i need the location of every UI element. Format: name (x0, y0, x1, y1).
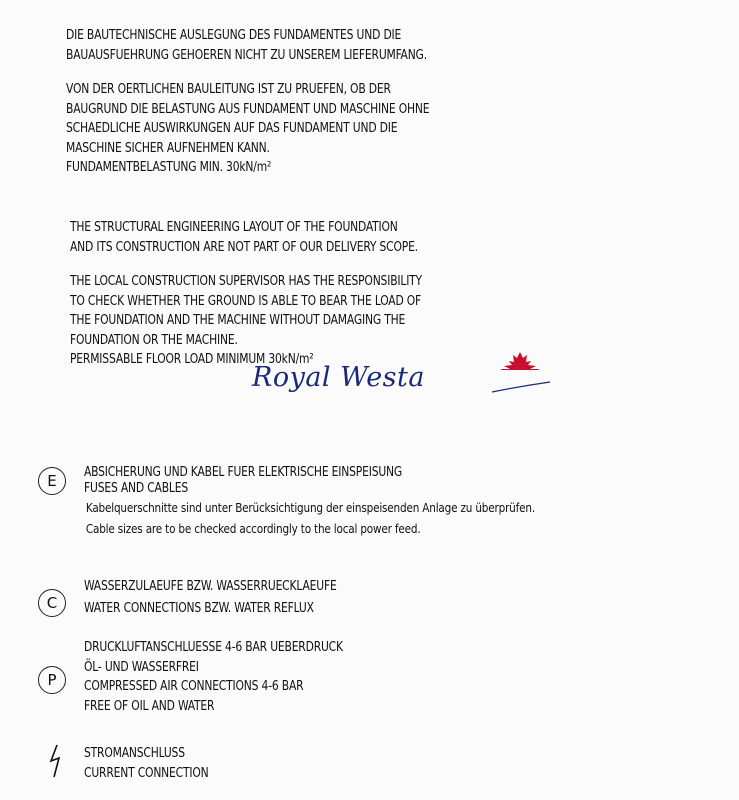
electric-symbol-icon: E (38, 467, 66, 495)
watermark-text: Royal Westa (252, 362, 425, 393)
notice-line: FOUNDATION OR THE MACHINE. (70, 332, 238, 348)
notice-line: FUNDAMENTBELASTUNG MIN. 30kN/m² (66, 160, 272, 175)
water-symbol-icon: C (38, 589, 66, 617)
legend-line: ABSICHERUNG UND KABEL FUER ELEKTRISCHE EINSPEISUNG (84, 465, 403, 480)
notice-line: DIE BAUTECHNISCHE AUSLEGUNG DES FUNDAMENTES UND DIE (66, 28, 402, 43)
notice-line: SCHAEDLICHE AUSWIRKUNGEN AUF DAS FUNDAMENT UND DIE (66, 121, 398, 136)
legend-line: COMPRESSED AIR CONNECTIONS 4-6 BAR (84, 679, 304, 694)
legend-note: Cable sizes are to be checked accordingly to the local power feed. (85, 521, 421, 536)
legend-line: WATER CONNECTIONS BZW. WATER REFLUX (84, 600, 314, 616)
notice-line: MASCHINE SICHER AUFNEHMEN KANN. (66, 140, 270, 156)
legend-line: WASSERZULAEUFE BZW. WASSERRUECKLAEUFE (84, 579, 337, 594)
notice-line: BAUAUSFUEHRUNG GEHOEREN NICHT ZU UNSEREM LIEFERUMFANG. (66, 47, 427, 63)
notice-line: VON DER OERTLICHEN BAULEITUNG IST ZU PRUEFEN, OB DER (66, 82, 391, 97)
notice-line: AND ITS CONSTRUCTION ARE NOT PART OF OUR DELIVERY SCOPE. (70, 239, 418, 255)
watermark-logo (252, 348, 552, 400)
legend-line: ÖL- UND WASSERFREI (84, 659, 199, 675)
air-symbol-icon: P (38, 666, 66, 694)
german-foundation-notice (66, 26, 461, 178)
legend-line: FUSES AND CABLES (84, 480, 189, 496)
notice-line: THE STRUCTURAL ENGINEERING LAYOUT OF THE FOUNDATION (70, 220, 398, 235)
notice-line: BAUGRUND DIE BELASTUNG AUS FUNDAMENT UND MASCHINE OHNE (66, 101, 430, 117)
legend-line: CURRENT CONNECTION (84, 765, 209, 781)
english-foundation-notice (70, 218, 453, 370)
legend-note: Kabelquerschnitte sind unter Berücksichtigung der einspeisenden Anlage zu überprüfen. (85, 500, 535, 515)
legend-line: DRUCKLUFTANSCHLUESSE 4-6 BAR UEBERDRUCK (84, 640, 343, 655)
lightning-bolt-icon (48, 744, 64, 778)
notice-line: THE LOCAL CONSTRUCTION SUPERVISOR HAS THE RESPONSIBILITY (70, 274, 422, 289)
notice-line: TO CHECK WHETHER THE GROUND IS ABLE TO BEAR THE LOAD OF (70, 293, 422, 309)
notice-line: PERMISSABLE FLOOR LOAD MINIMUM 30kN/m² (70, 352, 314, 367)
legend-line: STROMANSCHLUSS (84, 746, 185, 761)
legend-line: FREE OF OIL AND WATER (84, 698, 215, 714)
notice-line: THE FOUNDATION AND THE MACHINE WITHOUT DAMAGING THE (70, 313, 406, 328)
